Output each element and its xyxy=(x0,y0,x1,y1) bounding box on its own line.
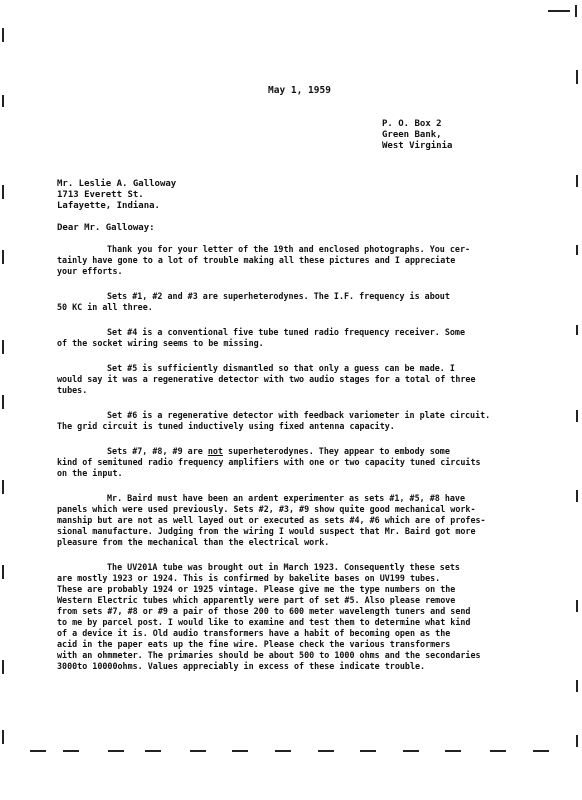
scan-mark xyxy=(63,750,79,752)
letter-date: May 1, 1959 xyxy=(268,85,331,96)
paragraph xyxy=(57,327,537,349)
scan-mark xyxy=(576,600,578,612)
paragraph xyxy=(57,493,537,548)
scan-mark xyxy=(2,28,4,42)
body-line: are mostly 1923 or 1924. This is confirmed by bakelite bases on UV199 tubes. xyxy=(57,573,441,583)
scan-mark xyxy=(2,250,4,264)
scan-mark xyxy=(190,750,206,752)
body-line: tubes. xyxy=(57,385,88,395)
paragraph xyxy=(57,410,537,432)
scan-mark xyxy=(548,10,570,12)
body-line: of a device it is. Old audio transformers have a habit of becoming open as the xyxy=(57,628,451,638)
scan-mark xyxy=(2,95,4,107)
scan-mark xyxy=(360,750,376,752)
scan-mark xyxy=(30,750,46,752)
salutation: Dear Mr. Galloway: xyxy=(57,223,155,233)
letter-body xyxy=(57,244,537,686)
body-line: with an ohmmeter. The primaries should be about 500 to 1000 ohms and the secondaries xyxy=(57,650,481,660)
body-line: Western Electric tubes which apparently were part of set #5. Also please remove xyxy=(57,595,456,605)
body-line: of the socket wiring seems to be missing. xyxy=(57,338,264,348)
scan-mark xyxy=(576,735,578,747)
scan-mark xyxy=(533,750,549,752)
scan-mark xyxy=(575,5,577,17)
body-line: panels which were used previously. Sets #2, #3, #9 show quite good mechanical work- xyxy=(57,504,476,514)
body-line: on the input. xyxy=(57,468,123,478)
body-line: Thank you for your letter of the 19th and enclosed photographs. You cer- xyxy=(107,244,471,254)
scan-mark xyxy=(2,480,4,494)
scan-mark xyxy=(2,565,4,579)
body-line: from sets #7, #8 or #9 a pair of those 200 to 600 meter wavelength tuners and send xyxy=(57,606,471,616)
body-line: sional manufacture. Judging from the wiring I would suspect that Mr. Baird got more xyxy=(57,526,476,536)
sender-address xyxy=(382,119,452,152)
body-line: 3000to 10000ohms. Values appreciably in excess of these indicate trouble. xyxy=(57,661,426,671)
underlined-word: not xyxy=(207,446,223,456)
scan-mark xyxy=(2,395,4,409)
body-text: Sets #7, #8, #9 are xyxy=(107,446,208,456)
scan-mark xyxy=(145,750,161,752)
scan-mark xyxy=(108,750,124,752)
body-line: to me by parcel post. I would like to examine and test them to determine what kind xyxy=(57,617,471,627)
body-line: These are probably 1924 or 1925 vintage. Please give me the type numbers on the xyxy=(57,584,456,594)
paragraph xyxy=(57,562,537,672)
paragraph xyxy=(57,363,537,396)
sender-address-line: Green Bank, xyxy=(382,130,442,140)
sender-address-line: P. O. Box 2 xyxy=(382,119,442,129)
recipient-address xyxy=(57,179,176,212)
body-line: 50 KC in all three. xyxy=(57,302,153,312)
body-line xyxy=(57,446,537,457)
scan-mark xyxy=(2,730,4,744)
scan-mark xyxy=(576,175,578,187)
scan-mark xyxy=(576,680,578,692)
recipient-line: Mr. Leslie A. Galloway xyxy=(57,179,177,189)
body-line: kind of semituned radio frequency amplifiers with one or two capacity tuned circuits xyxy=(57,457,481,467)
body-line: pleasure from the mechanical than the electrical work. xyxy=(57,537,330,547)
scan-mark xyxy=(445,750,461,752)
body-line: would say it was a regenerative detector with two audio stages for a total of three xyxy=(57,374,476,384)
scan-mark xyxy=(318,750,334,752)
scan-mark xyxy=(2,660,4,674)
scan-mark xyxy=(576,490,578,502)
body-line: acid in the paper eats up the fine wire. Please check the various transformers xyxy=(57,639,451,649)
paragraph xyxy=(57,244,537,277)
scan-mark xyxy=(2,340,4,354)
scan-mark xyxy=(2,185,4,199)
sender-address-line: West Virginia xyxy=(382,141,453,151)
body-line: Mr. Baird must have been an ardent experimenter as sets #1, #5, #8 have xyxy=(107,493,465,503)
body-text: superheterodynes. They appear to embody some xyxy=(222,446,450,456)
scan-mark xyxy=(576,245,578,255)
paragraph xyxy=(57,446,537,479)
scan-mark xyxy=(232,750,248,752)
scan-mark xyxy=(576,70,578,84)
body-line: Set #6 is a regenerative detector with feedback variometer in plate circuit. xyxy=(107,410,491,420)
scan-mark xyxy=(275,750,291,752)
body-line: your efforts. xyxy=(57,266,123,276)
scan-mark xyxy=(576,325,578,335)
body-line: manship but are not as well layed out or executed as sets #4, #6 which are of profes- xyxy=(57,515,486,525)
body-line: Set #5 is sufficiently dismantled so that only a guess can be made. I xyxy=(107,363,455,373)
recipient-line: 1713 Everett St. xyxy=(57,190,144,200)
scan-mark xyxy=(490,750,506,752)
body-line: The grid circuit is tuned inductively using fixed antenna capacity. xyxy=(57,421,395,431)
body-line: Sets #1, #2 and #3 are superheterodynes. The I.F. frequency is about xyxy=(107,291,450,301)
body-line: The UV201A tube was brought out in March 1923. Consequently these sets xyxy=(107,562,460,572)
recipient-line: Lafayette, Indiana. xyxy=(57,201,160,211)
scan-mark xyxy=(403,750,419,752)
scan-mark xyxy=(576,410,578,422)
body-line: Set #4 is a conventional five tube tuned radio frequency receiver. Some xyxy=(107,327,465,337)
body-line: tainly have gone to a lot of trouble making all these pictures and I appreciate xyxy=(57,255,456,265)
paragraph xyxy=(57,291,537,313)
